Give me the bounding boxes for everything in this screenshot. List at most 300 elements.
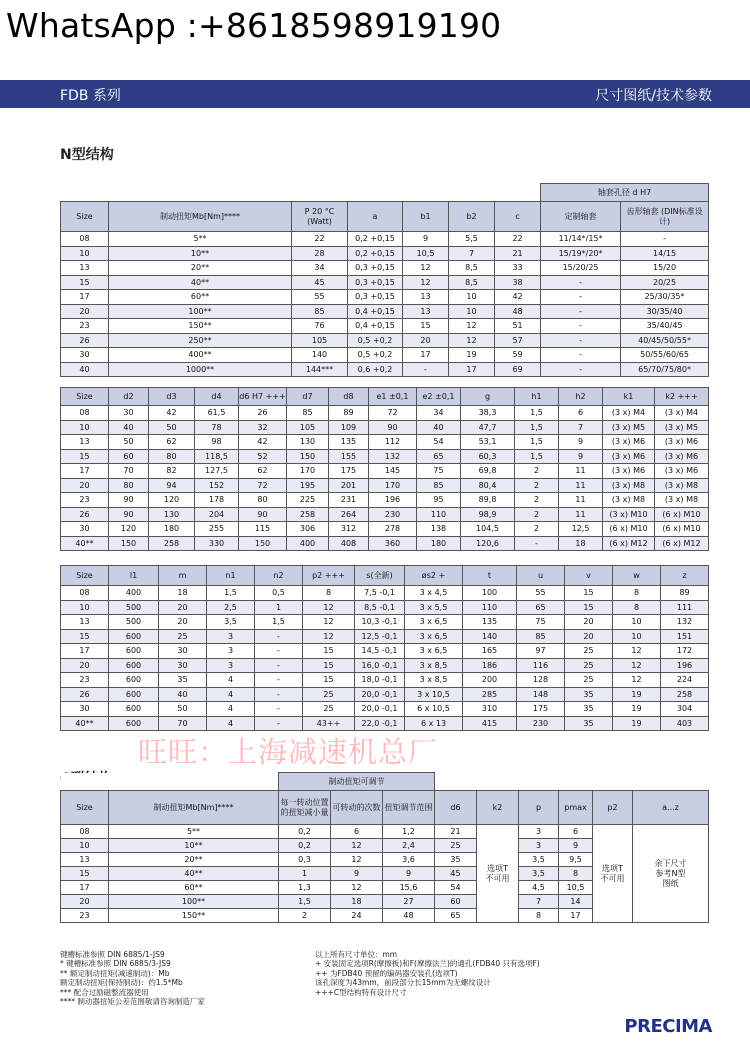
table-cell: 59	[495, 348, 541, 363]
column-header: v	[565, 566, 613, 586]
table-row	[61, 304, 709, 319]
table-cell: 20/25	[621, 275, 709, 290]
table-cell: 72	[239, 478, 287, 493]
table-cell: 15/20	[621, 261, 709, 276]
table-cell: 2	[515, 464, 559, 479]
table-cell: 128	[517, 673, 565, 688]
table-cell: 34	[292, 261, 348, 276]
table-cell: 4	[207, 702, 255, 717]
table-row	[61, 362, 709, 377]
table-cell: 1	[255, 600, 303, 615]
table-cell: 150	[239, 536, 287, 551]
table-cell: 109	[329, 420, 369, 435]
table-cell: 40	[109, 420, 149, 435]
table-cell: 2,4	[383, 839, 435, 853]
table-cell: -	[255, 673, 303, 688]
table-cell: 17	[61, 881, 109, 895]
table-cell: 3 x 6,5	[405, 615, 463, 630]
table-cell: 85	[287, 406, 329, 421]
table-cell: 9	[559, 839, 593, 853]
table-cell: 180	[417, 536, 461, 551]
column-header: c	[495, 202, 541, 232]
table-cell: 22	[292, 232, 348, 247]
table-cell: 13	[403, 304, 449, 319]
table-cell: (3 x) M6	[603, 464, 655, 479]
table-cell: 170	[369, 478, 417, 493]
table-cell: -	[541, 333, 621, 348]
table-cell: 4	[207, 716, 255, 731]
table-cell: 20	[403, 333, 449, 348]
column-header: 定制轴套	[541, 202, 621, 232]
table-cell: 135	[463, 615, 517, 630]
table-row	[61, 493, 709, 508]
table-cell: 0,2 +0,15	[348, 232, 403, 247]
column-header: d4	[195, 388, 239, 406]
table-cell: 97	[517, 644, 565, 659]
table-cell: 132	[369, 449, 417, 464]
table-cell: 10,5	[403, 246, 449, 261]
table-cell: 4	[207, 673, 255, 688]
table-cell: 32	[239, 420, 287, 435]
table-cell: 8,5	[449, 261, 495, 276]
table-cell: 30	[159, 644, 207, 659]
table-cell: 258	[149, 536, 195, 551]
table-cell: 35	[565, 702, 613, 717]
column-header: 扭矩调节范围	[383, 791, 435, 825]
table-cell: 258	[661, 687, 709, 702]
column-header: d6	[435, 791, 477, 825]
table-cell: 12,5 -0,1	[355, 629, 405, 644]
table-cell: 2	[515, 493, 559, 508]
table-cell: 10	[61, 246, 109, 261]
table-cell: 17	[61, 644, 109, 659]
table-cell: 27	[383, 895, 435, 909]
table-cell: 22,0 -0,1	[355, 716, 405, 731]
table-cell: 148	[517, 687, 565, 702]
table-cell: 20**	[109, 261, 292, 276]
table-cell: 21	[435, 825, 477, 839]
series-title: FDB 系列	[60, 88, 121, 104]
table-cell: 7,5 -0,1	[355, 586, 405, 601]
table-cell: 195	[287, 478, 329, 493]
table-row	[61, 478, 709, 493]
table-cell: 75	[417, 464, 461, 479]
table-cell: 78	[195, 420, 239, 435]
table-cell: 600	[109, 658, 159, 673]
table-cell: 112	[369, 435, 417, 450]
table-cell: 08	[61, 825, 109, 839]
table-cell: 4,5	[519, 881, 559, 895]
table-cell: 152	[195, 478, 239, 493]
table-cell: -	[541, 348, 621, 363]
table-cell: 1,5	[515, 406, 559, 421]
table-cell: 3,5	[519, 867, 559, 881]
table-cell: 42	[239, 435, 287, 450]
table-cell: 30	[61, 348, 109, 363]
table-cell: 3 x 4,5	[405, 586, 463, 601]
table-cell: 330	[195, 536, 239, 551]
table-cell: 98	[195, 435, 239, 450]
table-row	[61, 435, 709, 450]
table-cell: 11	[559, 507, 603, 522]
note-line: ** 额定制动扭矩(减速制动)：Mb	[60, 968, 170, 978]
table-cell: 278	[369, 522, 417, 537]
table-cell: 9	[559, 449, 603, 464]
table-cell: 178	[195, 493, 239, 508]
table-cell: 08	[61, 232, 109, 247]
table-cell: 60	[435, 895, 477, 909]
table-cell: 18	[159, 586, 207, 601]
table-cell: 20,0 -0,1	[355, 687, 405, 702]
table-cell: 6	[331, 825, 383, 839]
table-cell: 12	[449, 333, 495, 348]
column-header: 每一转动位置的扭矩减小量	[279, 791, 331, 825]
table-cell: 12	[613, 644, 661, 659]
table-cell: 13	[61, 435, 109, 450]
column-header: s(全新)	[355, 566, 405, 586]
table-cell: 2	[279, 909, 331, 923]
table-cell: 204	[195, 507, 239, 522]
note-line: 键槽标准参照 DIN 6885/1-JS9	[60, 950, 165, 959]
table-cell: 30	[61, 702, 109, 717]
note-line: 以上所有尺寸单位：mm	[315, 950, 398, 959]
table-cell: 12	[303, 600, 355, 615]
table-cell: 16,0 -0,1	[355, 658, 405, 673]
table-cell: 6	[559, 825, 593, 839]
table-cell: 8	[519, 909, 559, 923]
table-cell: 0,2	[279, 825, 331, 839]
table-cell: 54	[417, 435, 461, 450]
table-cell: 24	[331, 909, 383, 923]
table-cell: 5,5	[449, 232, 495, 247]
table-cell: 3 x 8,5	[405, 658, 463, 673]
table-cell: 1,2	[383, 825, 435, 839]
table-cell: 600	[109, 644, 159, 659]
table-cell: 110	[417, 507, 461, 522]
table-cell: 127,5	[195, 464, 239, 479]
table-cell: 13	[403, 290, 449, 305]
table-cell: (3 x) M8	[655, 478, 709, 493]
table-cell: 8,5	[449, 275, 495, 290]
notes-left	[60, 950, 205, 1006]
table-cell: 38,3	[461, 406, 515, 421]
table-cell: 20	[159, 600, 207, 615]
table-cell: 12	[403, 261, 449, 276]
table-cell: 231	[329, 493, 369, 508]
p2-merged-cell: 选项T 不可用	[593, 825, 633, 923]
table-cell: 400	[109, 586, 159, 601]
table-cell: 08	[61, 586, 109, 601]
table-cell: 42	[149, 406, 195, 421]
table-cell: 144***	[292, 362, 348, 377]
table-cell: -	[255, 702, 303, 717]
table-cell: 100	[463, 586, 517, 601]
table-cell: 38	[495, 275, 541, 290]
table-cell: 196	[661, 658, 709, 673]
table-cell: 26	[239, 406, 287, 421]
precima-logo: PRECIMA	[624, 1016, 712, 1037]
table-cell: 118,5	[195, 449, 239, 464]
table-row	[61, 536, 709, 551]
table-cell: 140	[463, 629, 517, 644]
table-cell: 8,5 -0,1	[355, 600, 405, 615]
table-cell: 52	[239, 449, 287, 464]
table-cell: 25/30/35*	[621, 290, 709, 305]
note-line: + 安装固定选项R(摩擦板)和F(摩擦法兰)的通孔(FDB40 只有选项F)	[315, 959, 540, 969]
table-cell: 15	[403, 319, 449, 334]
table-row	[61, 825, 709, 839]
table-cell: 4	[207, 687, 255, 702]
table-cell: (3 x) M6	[655, 449, 709, 464]
column-header: b1	[403, 202, 449, 232]
column-header: n1	[207, 566, 255, 586]
table-cell: 11	[559, 493, 603, 508]
table-cell: 25	[303, 687, 355, 702]
table-cell: 3 x 6,5	[405, 629, 463, 644]
column-header: øs2 +	[405, 566, 463, 586]
table-cell: 500	[109, 600, 159, 615]
table-row	[61, 702, 709, 717]
table-cell: 230	[369, 507, 417, 522]
table-cell: 48	[495, 304, 541, 319]
column-header: pmax	[559, 791, 593, 825]
table-cell: 65/70/75/80*	[621, 362, 709, 377]
bore-group-header: 轴套孔径 d H7	[541, 184, 709, 202]
table-cell: 3 x 10,5	[405, 687, 463, 702]
table-cell: 3	[519, 825, 559, 839]
table-cell: 230	[517, 716, 565, 731]
table-cell: 35	[435, 853, 477, 867]
table-cell: 98,9	[461, 507, 515, 522]
table-cell: 35	[159, 673, 207, 688]
column-header: d8	[329, 388, 369, 406]
table-cell: 138	[417, 522, 461, 537]
table-cell: 151	[661, 629, 709, 644]
table-cell: -	[515, 536, 559, 551]
column-header: m	[159, 566, 207, 586]
column-header: Size	[61, 388, 109, 406]
column-header: 制动扭矩Mb[Nm]****	[109, 791, 279, 825]
table-row	[61, 522, 709, 537]
table-cell: 17	[61, 464, 109, 479]
table-cell: 104,5	[461, 522, 515, 537]
table-cell: -	[255, 716, 303, 731]
table-cell: 3	[207, 629, 255, 644]
table-cell: 90	[109, 493, 149, 508]
table-cell: 20	[565, 615, 613, 630]
table-cell: 12	[303, 615, 355, 630]
table-cell: -	[541, 275, 621, 290]
table-cell: 19	[449, 348, 495, 363]
table-row	[61, 406, 709, 421]
table-cell: 17	[61, 290, 109, 305]
note-line: **** 制动器扭矩公差范围敬请咨询制造厂家	[60, 997, 205, 1007]
table-cell: 1,5	[255, 615, 303, 630]
table-cell: (3 x) M6	[655, 464, 709, 479]
table-cell: 70	[159, 716, 207, 731]
table-cell: 360	[369, 536, 417, 551]
table-cell: 3,5	[519, 853, 559, 867]
table-cell: 145	[369, 464, 417, 479]
table-cell: 8	[613, 600, 661, 615]
note-line: * 键槽标准参照 DIN 6885/3-JS9	[60, 959, 171, 969]
table-cell: 408	[329, 536, 369, 551]
table-cell: 45	[292, 275, 348, 290]
table-cell: 0,4 +0,15	[348, 319, 403, 334]
table-cell: 40/45/50/55*	[621, 333, 709, 348]
column-header: a	[348, 202, 403, 232]
table-cell: (6 x) M10	[655, 522, 709, 537]
table-row	[61, 290, 709, 305]
table-cell: 120	[149, 493, 195, 508]
table-cell: -	[541, 319, 621, 334]
table-cell: 20	[565, 629, 613, 644]
table-cell: -	[255, 687, 303, 702]
table-cell: 2	[515, 507, 559, 522]
table-cell: 30	[61, 522, 109, 537]
table-cell: 76	[292, 319, 348, 334]
table-cell: 200	[463, 673, 517, 688]
table-cell: -	[255, 658, 303, 673]
table-cell: 1,3	[279, 881, 331, 895]
table-cell: 400**	[109, 348, 292, 363]
table-cell: 285	[463, 687, 517, 702]
note-line: *** 配合过励磁整流器使用	[60, 987, 149, 997]
table-cell: 35	[565, 687, 613, 702]
table-cell: 19	[613, 687, 661, 702]
table-cell: 25	[303, 702, 355, 717]
table-cell: (3 x) M10	[603, 507, 655, 522]
table-cell: 30/35/40	[621, 304, 709, 319]
table-cell: 111	[661, 600, 709, 615]
table-cell: 80	[239, 493, 287, 508]
k2-merged-cell: 选项T 不可用	[477, 825, 519, 923]
table-cell: 135	[329, 435, 369, 450]
table-cell: 175	[517, 702, 565, 717]
table-row	[61, 644, 709, 659]
table-cell: 105	[287, 420, 329, 435]
table-cell: 10	[449, 304, 495, 319]
table-cell: 12	[403, 275, 449, 290]
table-cell: 12	[331, 853, 383, 867]
table-cell: 14/15	[621, 246, 709, 261]
table-cell: (3 x) M8	[655, 493, 709, 508]
table-cell: 3	[207, 658, 255, 673]
table-cell: 225	[287, 493, 329, 508]
table-cell: 8	[303, 586, 355, 601]
table-cell: 150**	[109, 319, 292, 334]
n-dimension-table-2	[60, 565, 709, 731]
table-cell: 40	[159, 687, 207, 702]
table-cell: 13	[61, 261, 109, 276]
table-cell: 23	[61, 493, 109, 508]
table-cell: 20	[61, 895, 109, 909]
column-header: 齿形轴套 (DIN标准设计)	[621, 202, 709, 232]
table-cell: 0,6 +0,2	[348, 362, 403, 377]
table-row	[61, 348, 709, 363]
table-row	[61, 507, 709, 522]
table-cell: 175	[329, 464, 369, 479]
table-cell: 9	[403, 232, 449, 247]
table-cell: 55	[517, 586, 565, 601]
column-header: u	[517, 566, 565, 586]
table-cell: 3,5	[207, 615, 255, 630]
table-row	[61, 232, 709, 247]
table-cell: 89,8	[461, 493, 515, 508]
table-cell: 42	[495, 290, 541, 305]
table-cell: 23	[61, 673, 109, 688]
table-cell: 40**	[109, 275, 292, 290]
column-header: k1	[603, 388, 655, 406]
column-header: a...z	[633, 791, 709, 825]
table-cell: 60**	[109, 881, 279, 895]
table-row	[61, 246, 709, 261]
table-cell: 1,5	[515, 435, 559, 450]
table-cell: 15	[565, 586, 613, 601]
table-cell: 22	[495, 232, 541, 247]
table-cell: 1,5	[515, 420, 559, 435]
table-cell: 80,4	[461, 478, 515, 493]
table-cell: 82	[149, 464, 195, 479]
table-cell: 180	[149, 522, 195, 537]
table-cell: 62	[239, 464, 287, 479]
table-cell: 75	[517, 615, 565, 630]
table-cell: 400	[287, 536, 329, 551]
table-cell: 120,6	[461, 536, 515, 551]
table-cell: 50/55/60/65	[621, 348, 709, 363]
table-cell: 35	[565, 716, 613, 731]
table-cell: 306	[287, 522, 329, 537]
table-cell: 2	[515, 522, 559, 537]
column-header: p2	[593, 791, 633, 825]
table-cell: -	[621, 232, 709, 247]
table-cell: 54	[435, 881, 477, 895]
table-cell: 5**	[109, 825, 279, 839]
table-cell: 90	[369, 420, 417, 435]
table-row	[61, 687, 709, 702]
table-cell: 33	[495, 261, 541, 276]
table-cell: 7	[449, 246, 495, 261]
table-cell: 0,2	[279, 839, 331, 853]
table-cell: 28	[292, 246, 348, 261]
table-cell: -	[541, 304, 621, 319]
table-cell: 6 x 13	[405, 716, 463, 731]
table-cell: 19	[613, 716, 661, 731]
table-cell: 165	[463, 644, 517, 659]
table-cell: 130	[149, 507, 195, 522]
table-cell: 34	[417, 406, 461, 421]
table-cell: 155	[329, 449, 369, 464]
column-header: e2 ±0,1	[417, 388, 461, 406]
column-header: d7	[287, 388, 329, 406]
column-header: p2 +++	[303, 566, 355, 586]
table-cell: 10	[61, 600, 109, 615]
table-cell: (3 x) M5	[655, 420, 709, 435]
table-row	[61, 658, 709, 673]
table-cell: 85	[292, 304, 348, 319]
table-cell: 60	[109, 449, 149, 464]
table-cell: 15	[303, 644, 355, 659]
table-cell: 85	[517, 629, 565, 644]
table-cell: 100**	[109, 304, 292, 319]
table-cell: 140	[292, 348, 348, 363]
table-cell: 11	[559, 478, 603, 493]
column-header: Size	[61, 566, 109, 586]
table-cell: 69	[495, 362, 541, 377]
notes-right	[315, 950, 540, 997]
table-cell: 10	[613, 629, 661, 644]
table-cell: 15	[303, 673, 355, 688]
